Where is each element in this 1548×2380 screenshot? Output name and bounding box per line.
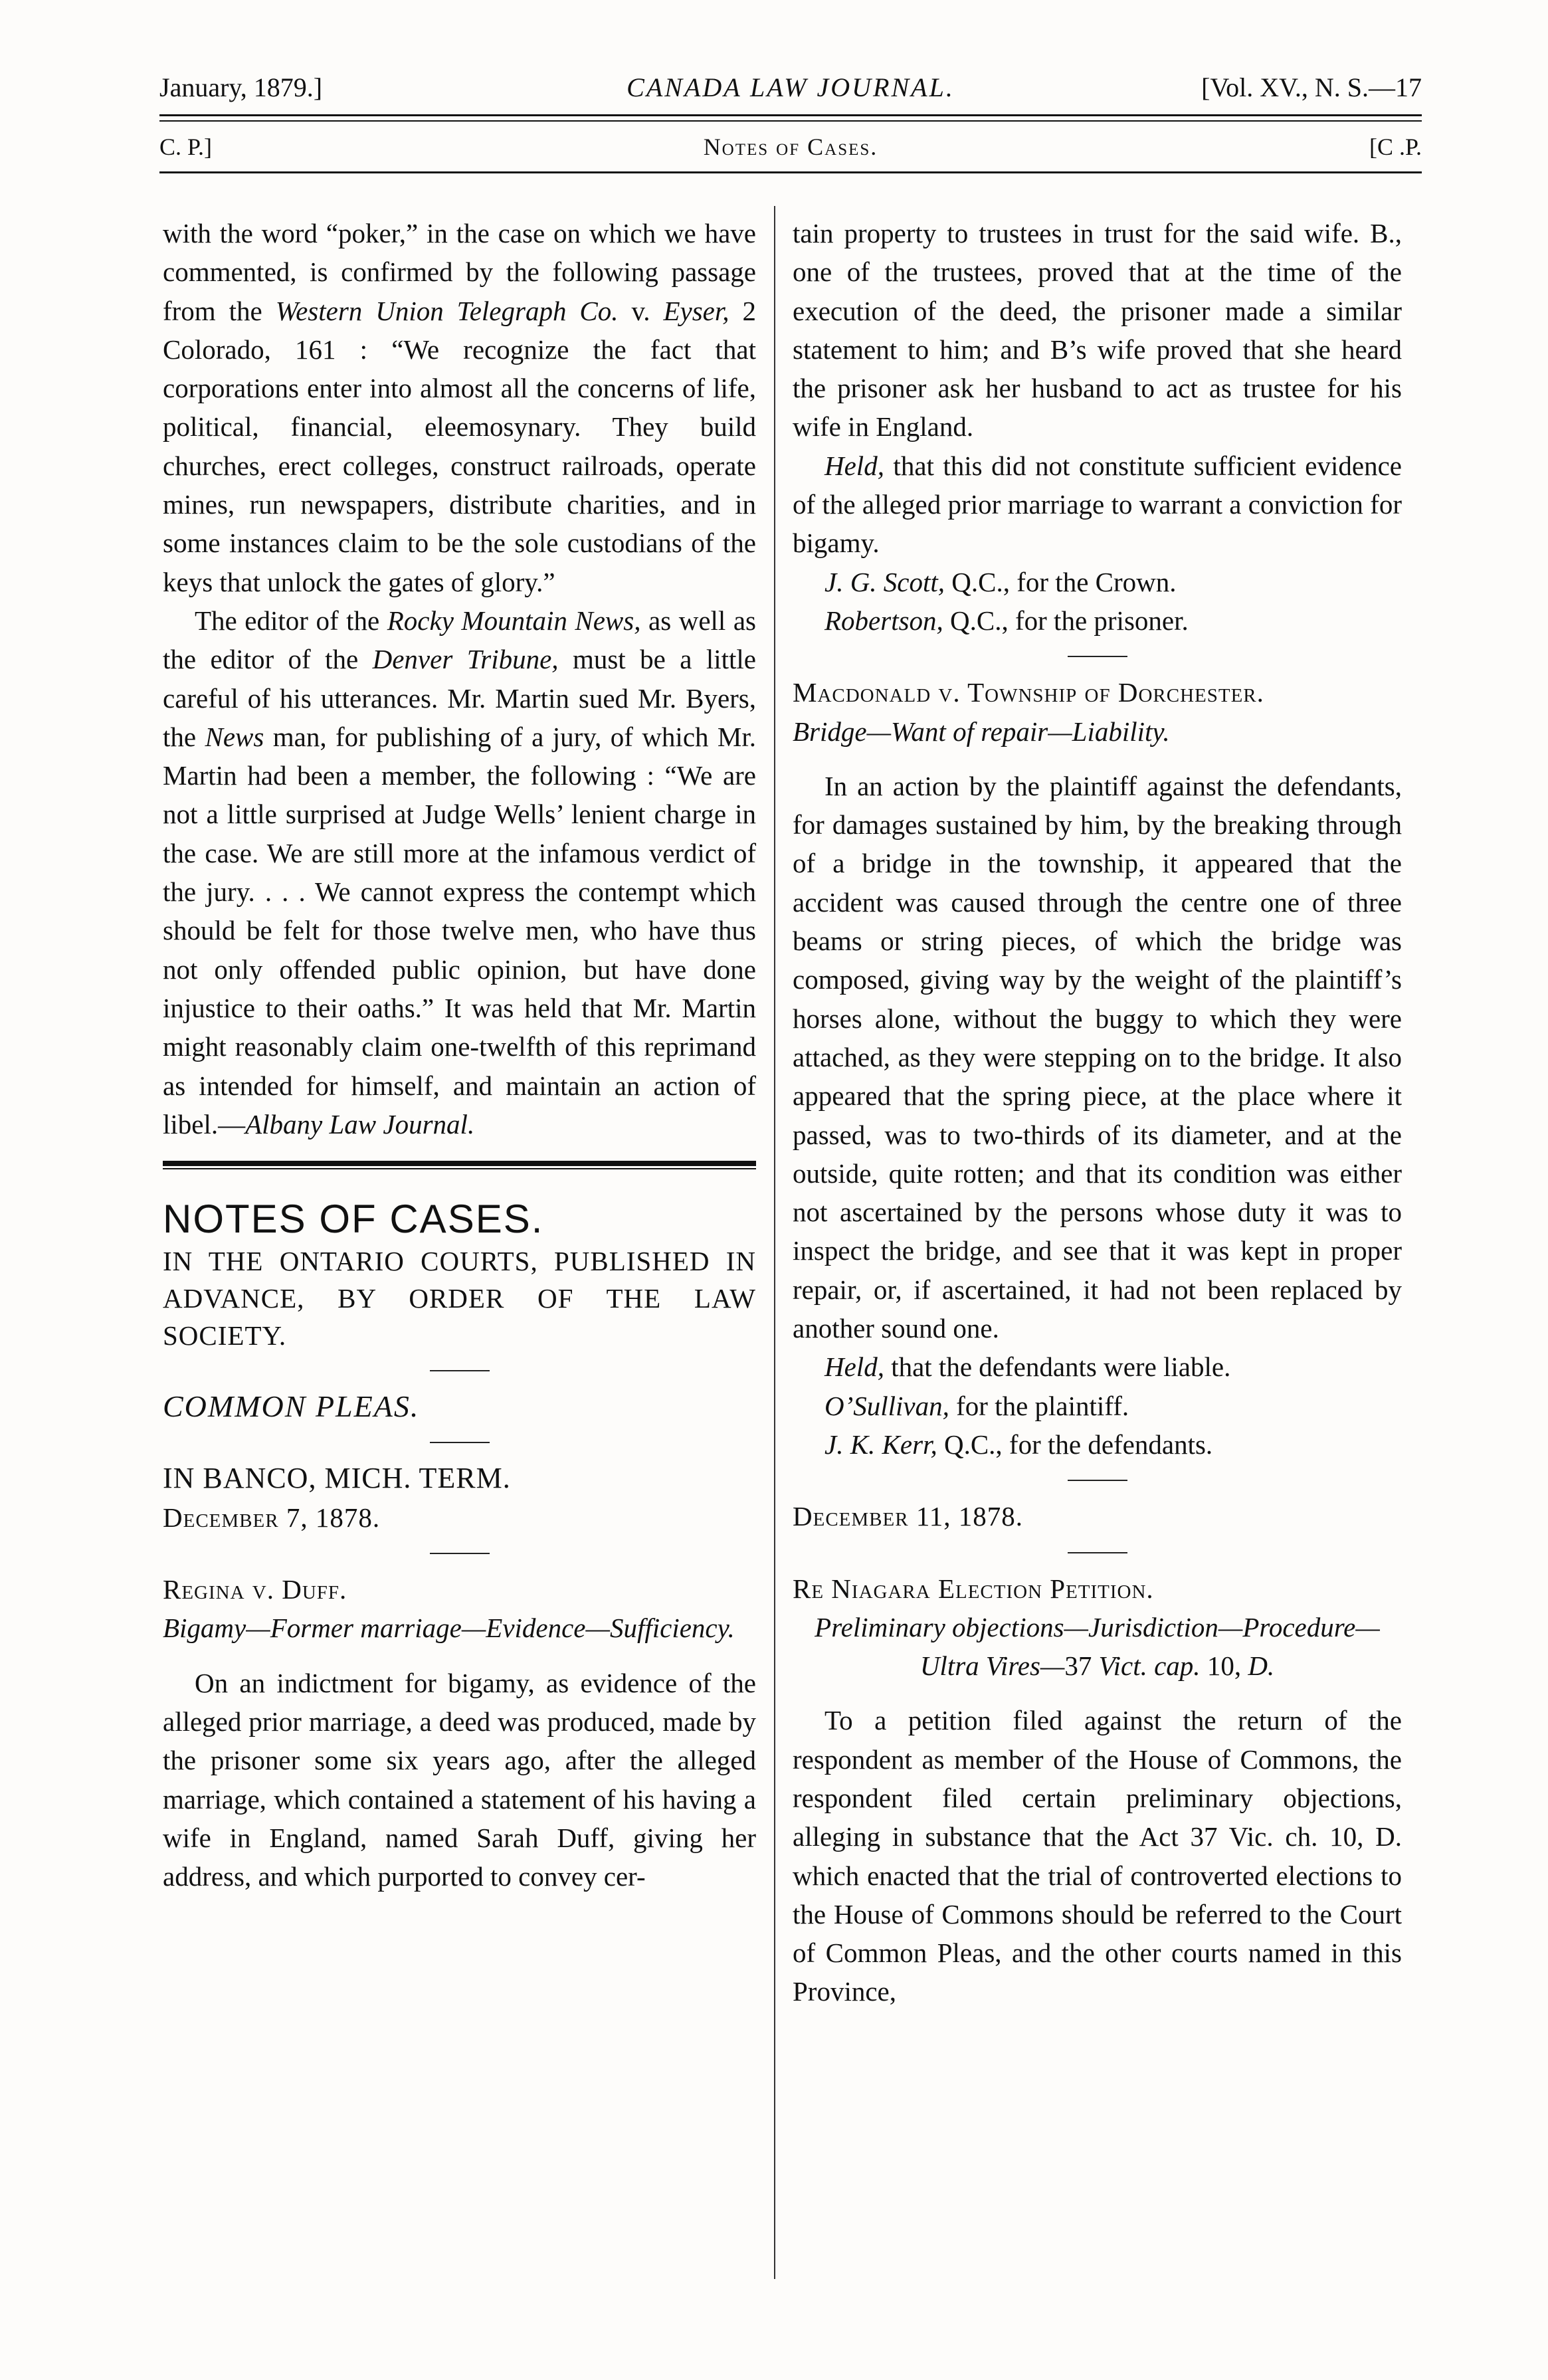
italic-run: Vict. cap. bbox=[1098, 1650, 1201, 1682]
case-title: Macdonald v. Township of Dorchester. bbox=[793, 677, 1264, 708]
counsel-line bbox=[793, 1387, 1402, 1425]
case-body-continued: tain property to trustees in trust for the said wife. B., one of the trustees, proved that at the time of the execution of the deed, the prisoner made a similar statement to him; and B’s wife proved that she heard the prisoner ask her husband to act as trustee for his wife in England. bbox=[793, 218, 1402, 443]
running-head-volume: [Vol. XV., N. S.—17 bbox=[1201, 72, 1422, 102]
header-double-rule bbox=[159, 114, 1422, 122]
case-headnote bbox=[793, 1608, 1402, 1686]
italic-run: Eyser, bbox=[663, 295, 729, 326]
right-column bbox=[793, 214, 1402, 2011]
counsel-line bbox=[793, 1425, 1402, 1464]
italic-run: Preliminary objections—Jurisdiction—Procedure—Ultra Vires— bbox=[815, 1611, 1380, 1682]
text-run: man, for publishing of a jury, of which Mr. Martin had been a member, the following : “We are not a little surprised at Judge Wells’ lenient charge in the case. We are still more at the infamous verdict of the jury. . . . We cannot express the contempt which should be felt for those twelve men, who have thus not only offended public opinion, but have done injustice to their oaths.” It was held that Mr. Martin might reasonably claim one-twelfth of this reprimand as intended for himself, and maintain an action of libel.— bbox=[163, 721, 756, 1140]
short-rule bbox=[1068, 656, 1127, 657]
ontario-courts-heading: IN THE ONTARIO COURTS, PUBLISHED IN ADVANCE, BY ORDER OF THE LAW SOCIETY. bbox=[163, 1246, 756, 1351]
italic-run: Held, bbox=[824, 450, 884, 481]
italic-run: O’Sullivan, bbox=[824, 1390, 949, 1421]
italic-run: Denver Tribune, bbox=[372, 644, 559, 675]
column-divider bbox=[774, 206, 775, 2279]
text-run: 37 bbox=[1064, 1650, 1099, 1682]
case-headnote: Bridge—Want of repair—Liability. bbox=[793, 716, 1170, 747]
case-body: On an indictment for bigamy, as evidence of the alleged prior marriage, a deed was produced, made by the prisoner some six years ago, after the alleged marriage, which contained a statement of his having a wife in England, named Sarah Duff, giving her address, and which purported to convey cer- bbox=[163, 1667, 756, 1892]
text-run: Q.C., for the defendants. bbox=[937, 1429, 1213, 1460]
date-heading: December 7, 1878. bbox=[163, 1502, 381, 1533]
text-run: Q.C., for the Crown. bbox=[945, 566, 1177, 597]
short-rule bbox=[1068, 1480, 1127, 1481]
text-run: must be a little careful of his utterances. Mr. Martin sued Mr. Byers, the bbox=[163, 644, 756, 752]
section-head-left: C. P.] bbox=[159, 134, 213, 160]
case-body: To a petition filed against the return of the respondent as member of the House of Commons, the respondent filed certain preliminary objections, alleging in substance that the Act 37 Vic. ch. 10, D. which enacted that the trial of controverted elections to the House of Commons should be referred to the Court of Common Pleas, and the other courts named in this Province, bbox=[793, 1705, 1402, 2007]
short-rule bbox=[430, 1553, 490, 1554]
running-head bbox=[159, 72, 1422, 112]
text-run: as well as the editor of the bbox=[163, 605, 756, 675]
left-paragraph-1 bbox=[163, 214, 756, 601]
short-rule bbox=[430, 1370, 490, 1371]
text-run: for the plaintiff. bbox=[949, 1390, 1129, 1421]
text-run: 2 Colorado, 161 : “We recognize the fact that corporations enter into almost all the concerns of life, political, financial, eleemosynary. They build churches, erect colleges, construct railroads, operate mines, run newspapers, distribute charities, and in some instances claim to be the sole custodians of the keys that unlock the gates of glory.” bbox=[163, 295, 756, 597]
text-run: v. bbox=[618, 295, 664, 326]
notes-of-cases-title: NOTES OF CASES. bbox=[163, 1197, 544, 1242]
short-rule bbox=[430, 1442, 490, 1443]
header-rule bbox=[159, 171, 1422, 173]
text-run: that the defendants were liable. bbox=[884, 1351, 1231, 1383]
section-head-center: Notes of Cases. bbox=[703, 134, 878, 160]
text-run: The editor of the bbox=[195, 605, 387, 636]
court-heading: COMMON PLEAS. bbox=[163, 1389, 420, 1424]
case-title: Regina v. Duff. bbox=[163, 1574, 347, 1605]
case-headnote: Bigamy—Former marriage—Evidence—Sufficiency. bbox=[163, 1613, 735, 1644]
italic-run: J. G. Scott, bbox=[824, 566, 945, 597]
text-run: with the word “poker,” in the case on which we have commented, is confirmed by the following passage from the bbox=[163, 218, 756, 326]
date-heading: December 11, 1878. bbox=[793, 1501, 1024, 1532]
short-rule bbox=[1068, 1552, 1127, 1553]
left-column bbox=[163, 214, 756, 1896]
italic-run: Western Union Telegraph Co. bbox=[275, 295, 619, 326]
italic-run: Robertson, bbox=[824, 605, 943, 636]
case-body: In an action by the plaintiff against the defendants, for damages sustained by him, by the breaking through of a bridge in the township, it appeared that the accident was caused through the centre one of three beams or string pieces, of which the bridge was composed, giving way by the weight of the plaintiff’s horses alone, without the buggy to which they were attached, as they were stepping on to the bridge. It also appeared that the spring piece, at the place where it passed, was to two-thirds of its diameter, and at the outside, quite rotten; and that its condition was either not ascertained by the persons whose duty it was to inspect the bridge, and see that it was kept in proper repair, or, if ascertained, it had not been replaced by another sound one. bbox=[793, 770, 1402, 1344]
term-heading: IN BANCO, MICH. TERM. bbox=[163, 1462, 511, 1495]
holding bbox=[793, 446, 1402, 563]
italic-run: J. K. Kerr, bbox=[824, 1429, 937, 1460]
running-head-journal: CANADA LAW JOURNAL. bbox=[627, 72, 955, 102]
section-head bbox=[159, 133, 1422, 170]
italic-run: Rocky Mountain News, bbox=[387, 605, 641, 636]
text-run: that this did not constitute sufficient evidence of the alleged prior marriage to warrant a conviction for bigamy. bbox=[793, 450, 1402, 559]
italic-run: Albany Law Journal. bbox=[245, 1108, 475, 1140]
italic-run: News bbox=[205, 721, 264, 752]
holding bbox=[793, 1347, 1402, 1386]
italic-run: Held, bbox=[824, 1351, 884, 1383]
counsel-line bbox=[793, 563, 1402, 601]
left-paragraph-2 bbox=[163, 601, 756, 1143]
italic-run: D. bbox=[1248, 1650, 1275, 1682]
running-head-date: January, 1879.] bbox=[159, 72, 323, 102]
text-run: 10, bbox=[1200, 1650, 1248, 1682]
section-head-right: [C .P. bbox=[1369, 134, 1422, 160]
case-title: Re Niagara Election Petition. bbox=[793, 1573, 1154, 1604]
text-run: Q.C., for the prisoner. bbox=[943, 605, 1189, 636]
section-break-rule bbox=[163, 1161, 756, 1169]
counsel-line bbox=[793, 601, 1402, 640]
